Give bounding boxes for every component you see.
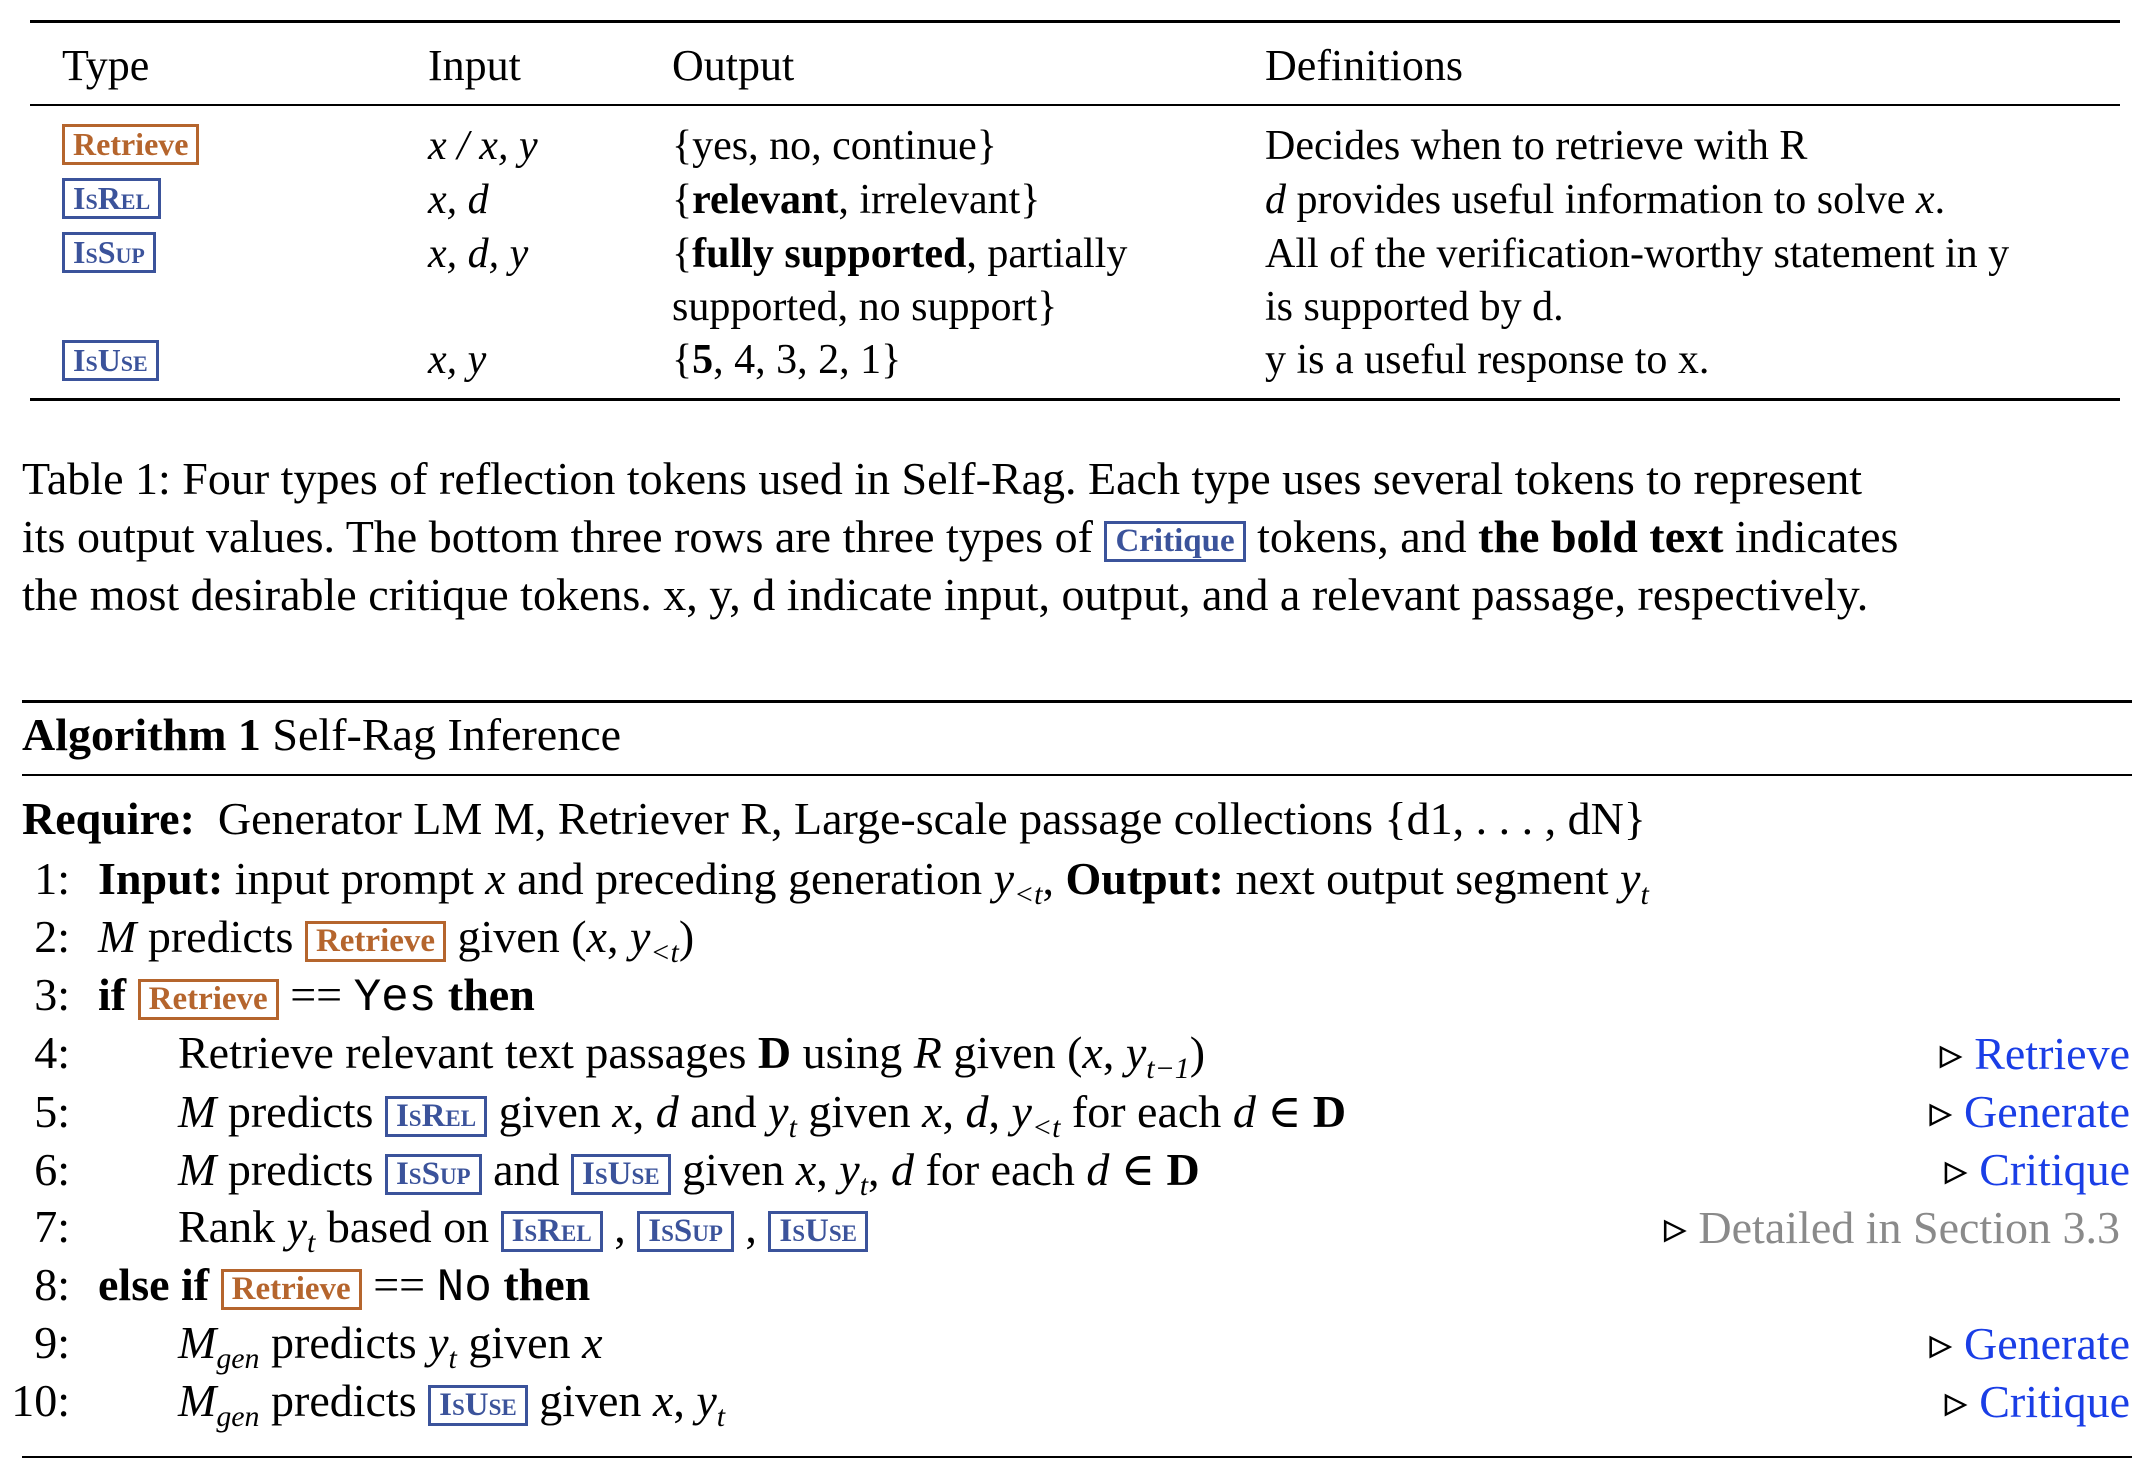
step-2: 2: M predicts Retrieve given (x, $y_{<t}$) [34, 911, 695, 970]
row3-definition-line1: All of the verification-worthy statement in y [1265, 231, 2010, 277]
row1-definition: Decides when to retrieve with R [1265, 123, 1808, 169]
algorithm-bottom-rule [22, 1456, 2132, 1458]
header-definitions: Definitions [1265, 41, 1463, 90]
row4-output: {5, 4, 3, 2, 1} [672, 337, 902, 383]
step-8: 8: else if Retrieve == No then [34, 1259, 591, 1314]
comment-section-ref: ▹ Detailed in Section 3.3 [1663, 1202, 2120, 1253]
algorithm-top-rule [22, 700, 2132, 703]
header-type: Type [62, 41, 150, 90]
caption-line-1: Table 1: Four types of reflection tokens used in Self-Rag. Each type uses several tokens to represent [22, 453, 1863, 504]
step-7: 7: Rank $y_t$ based on IsRel , IsSup , IsUse [0, 1200, 868, 1260]
step-10: 10: $M_{gen}$ predicts IsUse given x, $y_t$ [11, 1375, 726, 1434]
row2-definition: d provides useful information to solve x. [1265, 177, 1946, 223]
step-9: 9: $M_{gen}$ predicts $y_t$ given x [34, 1317, 603, 1376]
comment-generate-1: ▹ Generate [1929, 1086, 2130, 1137]
comment-retrieve: ▹ Retrieve [1939, 1028, 2130, 1079]
row1-input: x / x, y [428, 123, 538, 169]
step-3: 3: if Retrieve == Yes then [34, 969, 535, 1024]
table-bottom-rule [30, 398, 2120, 401]
step-5: 5: M predicts IsRel given x, d and $y_t$ given x, d, $y_{<t}$ for each d ∈ D [34, 1086, 1347, 1145]
algorithm-title: Algorithm 1 Self-Rag Inference [22, 709, 622, 760]
token-isrel: IsRel [62, 178, 161, 219]
comment-critique-1: ▹ Critique [1944, 1144, 2130, 1195]
token-retrieve: Retrieve [62, 124, 199, 165]
step-1: 1: Input: input prompt x and preceding generation $y_{<t}$, Output: next output segment $y_t$ [34, 853, 1649, 912]
table-top-rule [30, 20, 2120, 23]
row3-output-line2: supported, no support} [672, 284, 1058, 330]
table-header-rule [30, 104, 2120, 106]
row3-output: {fully supported, partially [672, 231, 1128, 277]
row2-input: x, d [428, 177, 489, 223]
step-4: 4: Retrieve relevant text passages D using R given (x, $y_{t-1}$) [34, 1027, 1206, 1086]
row2-output: {relevant, irrelevant} [672, 177, 1041, 223]
caption-line-2: its output values. The bottom three rows are three types of Critique tokens, and the bold text indicates [22, 511, 1899, 562]
header-output: Output [672, 41, 795, 90]
header-input: Input [428, 41, 521, 90]
token-issup: IsSup [62, 232, 156, 273]
row4-input: x, y [428, 337, 487, 383]
step-6: 6: M predicts IsSup and IsUse given x, $y_t$, d for each d ∈ D [34, 1144, 1200, 1203]
caption-line-3: the most desirable critique tokens. x, y, d indicate input, output, and a relevant passage, respectively. [22, 569, 1869, 620]
token-critique: Critique [1104, 521, 1245, 563]
row1-output: {yes, no, continue} [672, 123, 997, 169]
comment-critique-2: ▹ Critique [1944, 1376, 2130, 1427]
row3-input: x, d, y [428, 231, 529, 277]
algorithm-title-rule [22, 774, 2132, 776]
algorithm-require: Require: Generator LM M, Retriever R, Large-scale passage collections {d1, . . . , dN} [22, 793, 1646, 844]
row3-definition-line2: is supported by d. [1265, 284, 1564, 330]
token-isuse: IsUse [62, 340, 159, 381]
row4-definition: y is a useful response to x. [1265, 337, 1710, 383]
comment-generate-2: ▹ Generate [1929, 1318, 2130, 1369]
